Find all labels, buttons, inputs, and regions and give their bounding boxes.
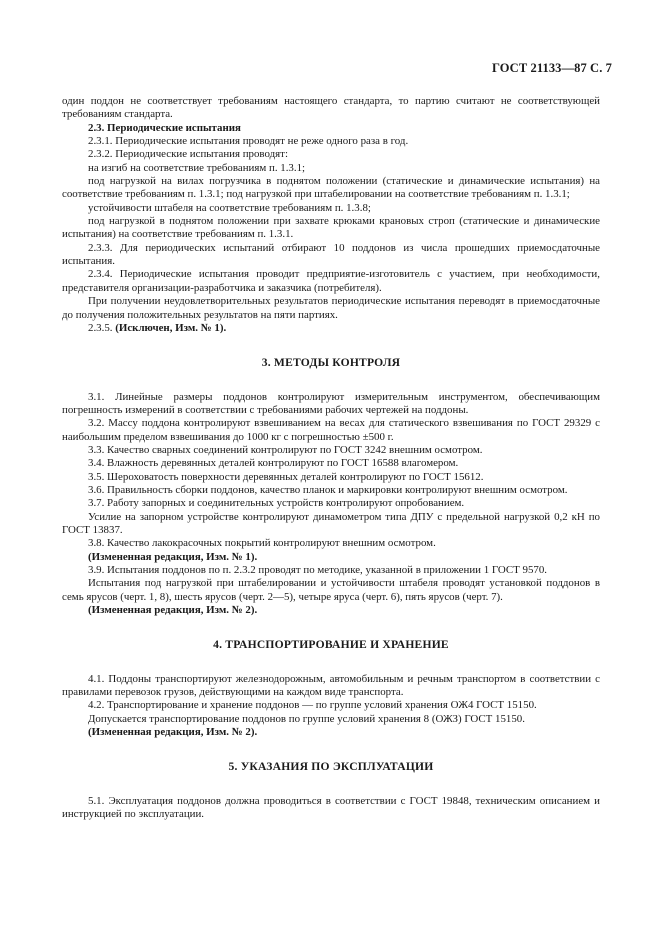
bold-paragraph: (Измененная редакция, Изм. № 2). — [88, 726, 258, 739]
paragraph: 3.8. Качество лакокрасочных покрытий контролируют внешним осмотром. — [88, 537, 436, 550]
page-header: ГОСТ 21133—87 С. 7 — [491, 61, 612, 75]
paragraph: 3.6. Правильность сборки поддонов, качество планок и маркировки контролируют внешним осмотром. — [88, 483, 568, 496]
paragraph: один поддон не соответствует требованиям настоящего стандарта, то партию считают не соответствующей требованиям стандарта. — [62, 95, 600, 121]
paragraph: устойчивости штабеля на соответствие требованиям п. 1.3.8; — [88, 201, 371, 214]
paragraph: Усилие на запорном устройстве контролируют динамометром типа ДПУ с предельной нагрузкой 0,2 кН по ГОСТ 13837. — [62, 510, 600, 536]
clause-number: 2.3.5. — [88, 321, 116, 334]
bold-paragraph: (Измененная редакция, Изм. № 1). — [88, 550, 258, 563]
amendment-note: (Исключен, Изм. № 1). — [115, 321, 227, 334]
paragraph: под нагрузкой на вилах погрузчика в поднятом положении (статические и динамические испытания) на соответствие требованиям п. 1.3.1; под нагрузкой при штабелировании на соответствие требованиям п. 1.3.1; — [62, 175, 600, 201]
bold-paragraph: (Измененная редакция, Изм. № 2). — [88, 604, 258, 617]
bold-paragraph: 2.3. Периодические испытания — [88, 121, 241, 134]
paragraph: под нагрузкой в поднятом положении при захвате крюками крановых строп (статические и динамические испытания) на соответствие требованиям п. 1.3.1. — [62, 215, 600, 241]
paragraph: 2.3.4. Периодические испытания проводит предприятие-изготовитель с участием, при необходимости, представителя организации-разработчика и заказчика (потребителя). — [62, 268, 600, 294]
paragraph: 2.3.1. Периодические испытания проводят не реже одного раза в год. — [88, 135, 409, 148]
paragraph: 3.2. Массу поддона контролируют взвешиванием на весах для статического взвешивания по ГОСТ 29329 с наибольшим пределом взвешивания до 1000 кг с погрешностью ±500 г. — [62, 417, 600, 443]
paragraph: 4.2. Транспортирование и хранение поддонов — по группе условий хранения ОЖ4 ГОСТ 15150. — [88, 699, 537, 712]
paragraph: Испытания под нагрузкой при штабелировании и устойчивости штабеля проводят установкой поддонов в семь ярусов (черт. 1, 8), шесть ярусов (черт. 2—5), четыре яруса (черт. 6), пять ярусов (черт. 7). — [62, 577, 600, 603]
section-heading: 3. МЕТОДЫ КОНТРОЛЯ — [261, 356, 401, 370]
paragraph: 3.1. Линейные размеры поддонов контролируют измерительным инструментом, обеспечивающим погрешность измерений в соответствии с требованиями рабочих чертежей на поддоны. — [62, 390, 600, 416]
paragraph: 3.7. Работу запорных и соединительных устройств контролируют опробованием. — [88, 497, 465, 510]
paragraph: 3.5. Шероховатость поверхности деревянных деталей контролируют по ГОСТ 15612. — [88, 470, 484, 483]
paragraph: 2.3.2. Периодические испытания проводят: — [88, 148, 288, 161]
paragraph: Допускается транспортирование поддонов по группе условий хранения 8 (ОЖЗ) ГОСТ 15150. — [88, 712, 525, 725]
paragraph: 3.9. Испытания поддонов по п. 2.3.2 проводят по методике, указанной в приложении 1 ГОСТ 9570. — [88, 564, 548, 576]
paragraph: При получении неудовлетворительных результатов периодические испытания переводят в приемосдаточные до получения положительных результатов на пяти партиях. — [62, 295, 600, 321]
paragraph — [62, 322, 600, 335]
document-body — [62, 95, 600, 821]
section-heading: 4. ТРАНСПОРТИРОВАНИЕ И ХРАНЕНИЕ — [213, 638, 449, 652]
paragraph: 5.1. Эксплуатация поддонов должна проводиться в соответствии с ГОСТ 19848, техническим описанием и инструкцией по эксплуатации. — [62, 794, 600, 821]
paragraph: на изгиб на соответствие требованиям п. 1.3.1; — [88, 161, 306, 174]
paragraph: 4.1. Поддоны транспортируют железнодорожным, автомобильным и речным транспортом в соответствии с правилами перевозок грузов, действующими на каждом виде транспорта. — [62, 672, 600, 699]
paragraph: 3.4. Влажность деревянных деталей контролируют по ГОСТ 16588 влагомером. — [88, 457, 459, 470]
paragraph: 2.3.3. Для периодических испытаний отбирают 10 поддонов из числа прошедших приемосдаточные испытания. — [62, 241, 600, 268]
paragraph: 3.3. Качество сварных соединений контролируют по ГОСТ 3242 внешним осмотром. — [88, 443, 483, 456]
section-heading: 5. УКАЗАНИЯ ПО ЭКСПЛУАТАЦИИ — [228, 760, 434, 774]
